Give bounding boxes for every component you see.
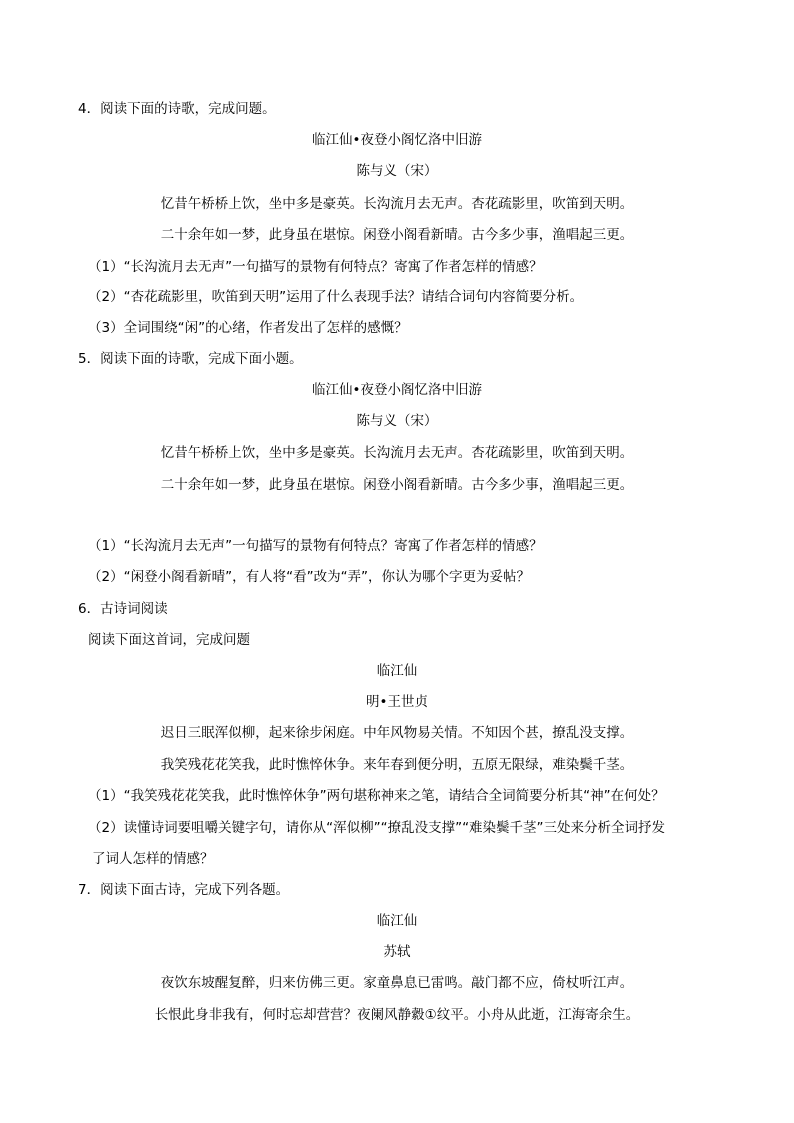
q5-author: 陈与义（宋）	[356, 413, 438, 429]
q4-poem-title: 临江仙•夜登小阁忆洛中旧游	[312, 132, 482, 148]
q6-poem-title: 临江仙	[376, 663, 418, 679]
q5-poem-title: 临江仙•夜登小阁忆洛中旧游	[312, 382, 482, 398]
q5-sub-question-1: （1）“长沟流月去无声”一句描写的景物有何特点？寄寓了作者怎样的情感？	[88, 538, 543, 554]
q7-poem-line-1: 夜饮东坡醒复醉，归来仿佛三更。家童鼻息已雷鸣。敲门都不应，倚杖听江声。	[160, 975, 634, 991]
q4-stem: 4．阅读下面的诗歌，完成问题。	[78, 101, 276, 117]
q4-author: 陈与义（宋）	[356, 163, 438, 179]
q5-sub-question-2: （2）“闲登小阁看新晴”，有人将“看”改为“弄”，你认为哪个字更为妥帖？	[88, 569, 531, 585]
q4-poem-line-1: 忆昔午桥桥上饮，坐中多是豪英。长沟流月去无声。杏花疏影里，吹笛到天明。	[160, 196, 634, 212]
q7-poem-title: 临江仙	[376, 913, 418, 929]
q6-poem-line-2: 我笑残花花笑我，此时憔悴休争。来年春到便分明，五原无限绿，难染鬓千茎。	[160, 757, 634, 773]
q4-poem-line-2: 二十余年如一梦，此身虽在堪惊。闲登小阁看新晴。古今多少事，渔唱起三更。	[160, 227, 634, 243]
q5-poem-line-1: 忆昔午桥桥上饮，坐中多是豪英。长沟流月去无声。杏花疏影里，吹笛到天明。	[160, 445, 634, 461]
q7-author: 苏轼	[383, 944, 411, 960]
q6-sub-question-1: （1）“我笑残花花笑我，此时憔悴休争”两句堪称神来之笔，请结合全词简要分析其“神”在何处？	[88, 788, 665, 804]
q6-sub-question-2-continuation: 了词人怎样的情感？	[92, 851, 214, 867]
q6-poem-line-1: 迟日三眠浑似柳，起来徐步闲庭。中年风物易关情。不知因个甚，撩乱没支撑。	[160, 725, 634, 741]
q5-stem: 5．阅读下面的诗歌，完成下面小题。	[78, 351, 303, 367]
q6-author: 明•王世贞	[366, 694, 428, 710]
q7-poem-line-2: 长恨此身非我有，何时忘却营营？夜阑风静縠①纹平。小舟从此逝，江海寄余生。	[154, 1007, 640, 1023]
q7-stem: 7．阅读下面古诗，完成下列各题。	[78, 882, 290, 898]
q4-sub-question-3: （3）全词围绕“闲”的心绪，作者发出了怎样的感慨？	[88, 320, 408, 336]
q6-sub-question-2: （2）读懂诗词要咀嚼关键字句，请你从“浑似柳”“撩乱没支撑”“难染鬓千茎”三处来分析全词抒发	[88, 820, 666, 836]
q5-poem-line-2: 二十余年如一梦，此身虽在堪惊。闲登小阁看新晴。古今多少事，渔唱起三更。	[160, 477, 634, 493]
q4-sub-question-2: （2）“杏花疏影里，吹笛到天明”运用了什么表现手法？请结合词句内容简要分析。	[88, 289, 584, 305]
q6-intro: 阅读下面这首词，完成问题	[88, 632, 250, 648]
q6-stem: 6．古诗词阅读	[78, 601, 168, 617]
q4-sub-question-1: （1）“长沟流月去无声”一句描写的景物有何特点？寄寓了作者怎样的情感？	[88, 259, 543, 275]
